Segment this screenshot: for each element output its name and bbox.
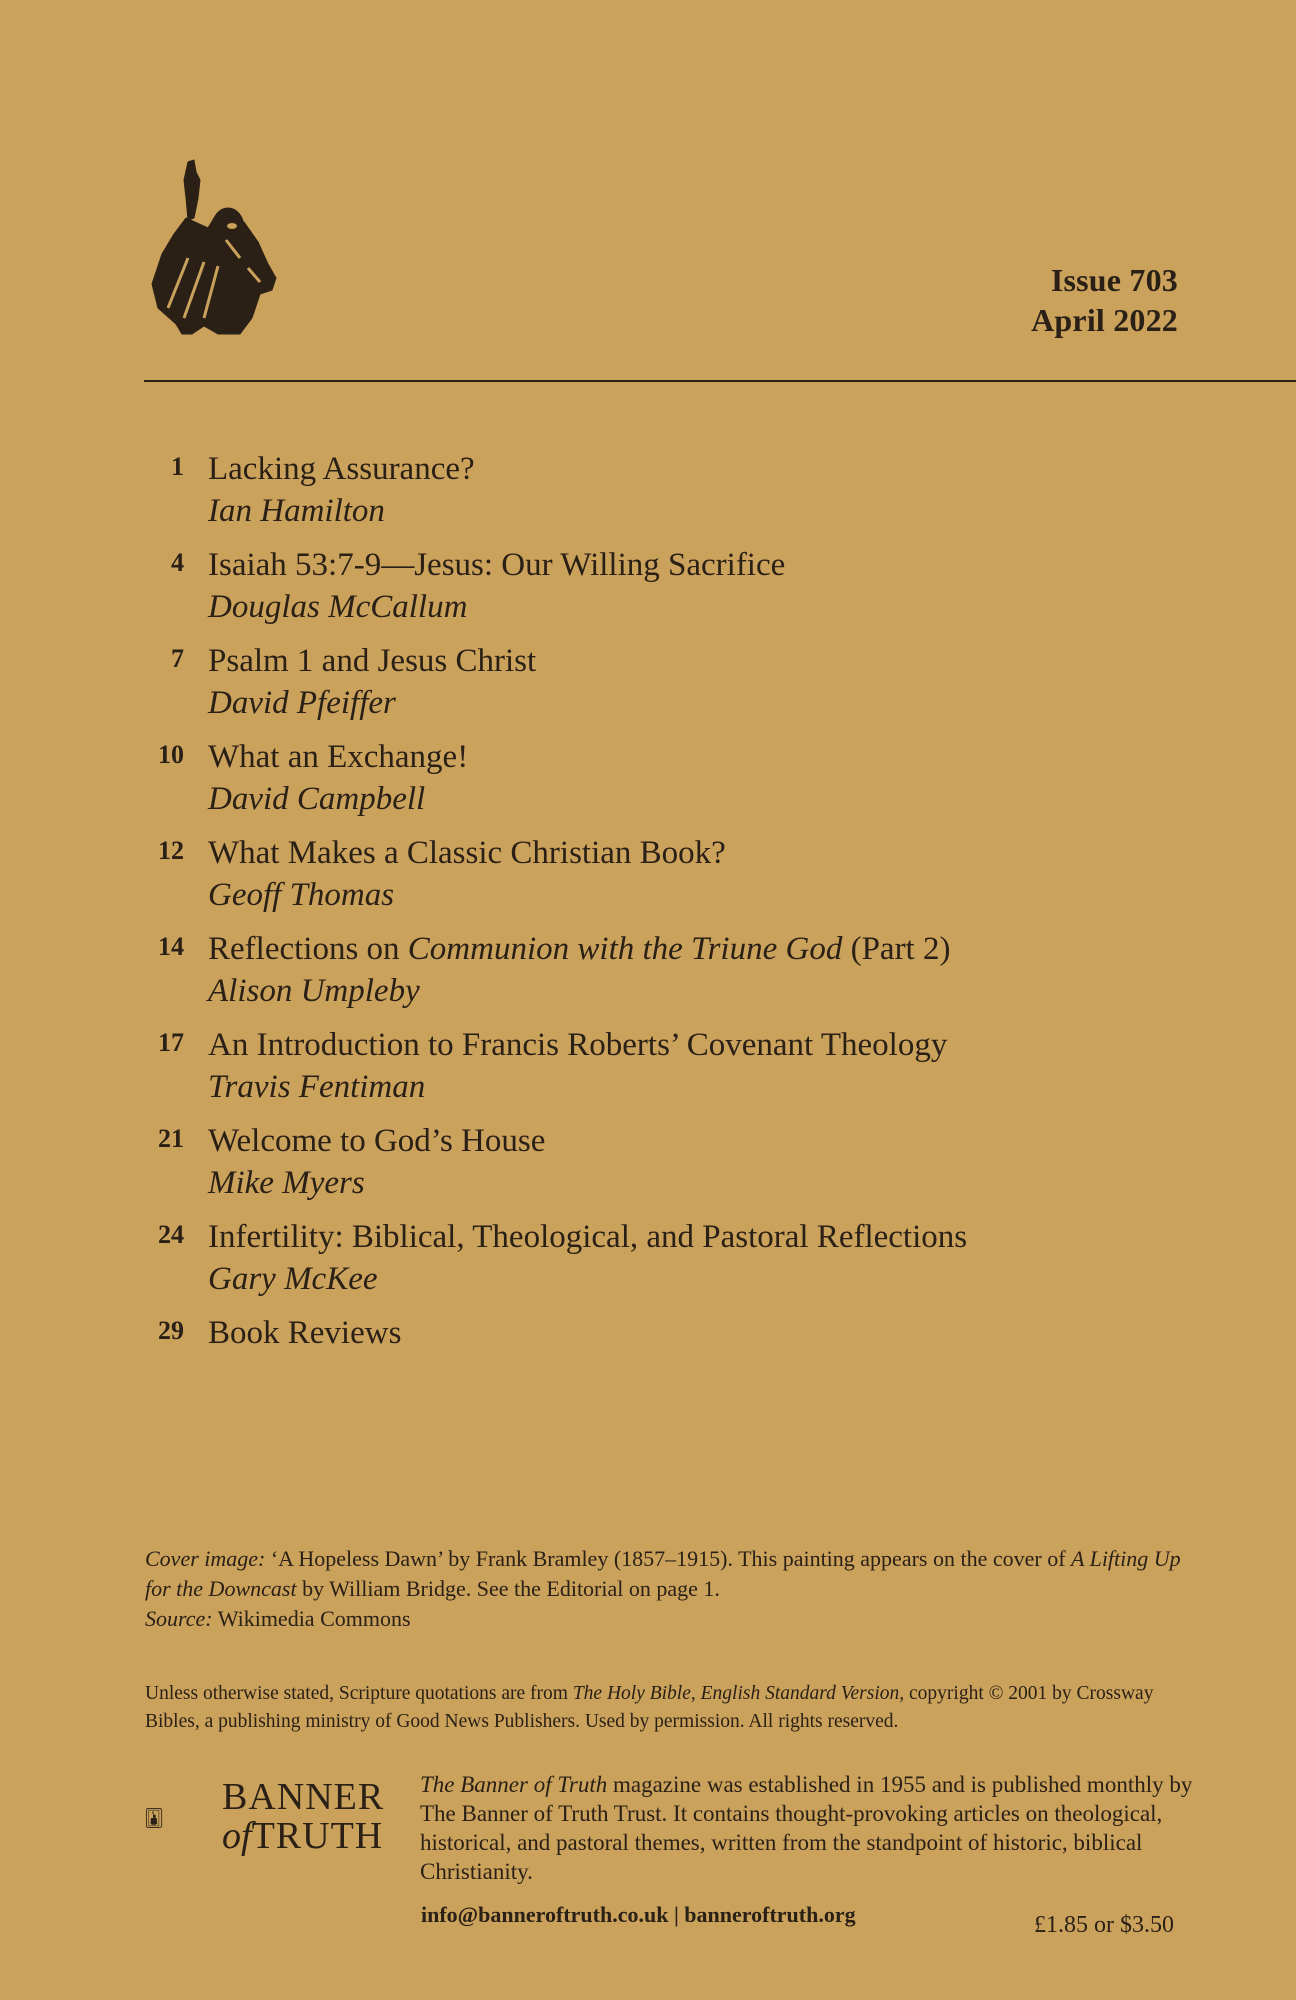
toc-entry[interactable] [140, 1312, 1180, 1354]
table-of-contents [140, 448, 1180, 1365]
magazine-description-text: magazine was established in 1955 and is published monthly by The Banner of Truth Trust. It contains thought-provoking articles on theological, historical, and pastoral themes, written from the standpoint of historic, biblical Christianity. [420, 1772, 1193, 1884]
toc-title: Infertility: Biblical, Theological, and Pastoral Reflections [208, 1219, 968, 1255]
wordmark-of-truth [222, 1816, 384, 1856]
issue-date: April 2022 [1031, 302, 1178, 338]
scripture-permission-note [145, 1680, 1205, 1736]
toc-author: Alison Umpleby [208, 973, 420, 1009]
wordmark-of: of [222, 1815, 252, 1857]
toc-title [208, 928, 1180, 970]
toc-title-part: Reflections on [208, 931, 408, 967]
toc-entry[interactable] [140, 1120, 1180, 1205]
toc-author: Travis Fentiman [208, 1069, 426, 1105]
toc-title: Welcome to God’s House [208, 1123, 546, 1159]
email-link[interactable]: info@banneroftruth.co.uk [421, 1902, 669, 1927]
toc-entry[interactable] [140, 928, 1180, 1013]
toc-title: An Introduction to Francis Roberts’ Covenant Theology [208, 1027, 948, 1063]
wordmark-banner: BANNER [222, 1776, 385, 1818]
cover-book-title: A Lifting Up for the Downcast [145, 1546, 1181, 1601]
source-label: Source: [145, 1606, 213, 1631]
toc-page-number: 24 [158, 1220, 184, 1249]
toc-title: Psalm 1 and Jesus Christ [208, 643, 537, 679]
toc-title: What an Exchange! [208, 739, 469, 775]
cover-text: by William Bridge. See the Editorial on page 1. [296, 1576, 720, 1601]
bible-title: The Holy Bible, English Standard Version, [572, 1683, 905, 1704]
toc-entry[interactable] [140, 1024, 1180, 1109]
issue-info [1031, 260, 1178, 340]
toc-entry[interactable] [140, 1216, 1180, 1301]
toc-page-number: 7 [171, 644, 184, 673]
toc-title: Lacking Assurance? [208, 451, 475, 487]
toc-page-number: 1 [171, 452, 184, 481]
toc-page-number: 12 [158, 836, 184, 865]
toc-page-number: 17 [158, 1028, 184, 1057]
contact-info [421, 1902, 856, 1928]
toc-author: David Pfeiffer [208, 685, 396, 721]
toc-title: Isaiah 53:7-9—Jesus: Our Willing Sacrifice [208, 547, 786, 583]
wordmark-truth: TRUTH [251, 1815, 384, 1857]
toc-page-number: 10 [158, 740, 184, 769]
header-divider [144, 380, 1296, 382]
toc-entry[interactable] [140, 832, 1180, 917]
toc-page-number: 14 [158, 932, 184, 961]
toc-author: Geoff Thomas [208, 877, 395, 913]
toc-title-book: Communion with the Triune God [407, 931, 843, 967]
cover-text: ‘A Hopeless Dawn’ by Frank Bramley (1857–1915). This painting appears on the cover of [265, 1546, 1072, 1571]
toc-page-number: 4 [171, 548, 184, 577]
scripture-text: copyright © 2001 by Crossway Bibles, a publishing ministry of Good News Publishers. Used by permission. All rights reserved. [145, 1683, 1154, 1732]
toc-entry[interactable] [140, 544, 1180, 629]
magazine-description [420, 1770, 1200, 1886]
cover-label: Cover image: [145, 1546, 266, 1571]
preacher-logo-icon [148, 158, 298, 348]
cover-image-note [145, 1544, 1205, 1634]
banner-of-truth-wordmark [222, 1778, 384, 1856]
toc-author: Mike Myers [208, 1165, 365, 1201]
toc-page-number: 21 [158, 1124, 184, 1153]
toc-title-part: (Part 2) [842, 931, 951, 967]
toc-title: Book Reviews [208, 1315, 402, 1351]
toc-page-number: 29 [158, 1316, 184, 1345]
toc-entry[interactable] [140, 640, 1180, 725]
toc-title: What Makes a Classic Christian Book? [208, 835, 726, 871]
banner-of-truth-emblem-icon [146, 1778, 216, 1858]
toc-author: Ian Hamilton [208, 493, 385, 529]
toc-entry[interactable] [140, 736, 1180, 821]
toc-entry[interactable] [140, 448, 1180, 533]
scripture-text: Unless otherwise stated, Scripture quotations are from [145, 1683, 573, 1704]
issue-number: Issue 703 [1050, 262, 1178, 298]
toc-author: David Campbell [208, 781, 426, 817]
toc-author: Douglas McCallum [208, 589, 468, 625]
website-link[interactable]: banneroftruth.org [684, 1902, 856, 1927]
source-text: Wikimedia Commons [212, 1606, 411, 1631]
magazine-title: The Banner of Truth [420, 1772, 608, 1797]
price: £1.85 or $3.50 [1034, 1912, 1174, 1938]
contact-separator: | [668, 1902, 685, 1927]
toc-author: Gary McKee [208, 1261, 378, 1297]
